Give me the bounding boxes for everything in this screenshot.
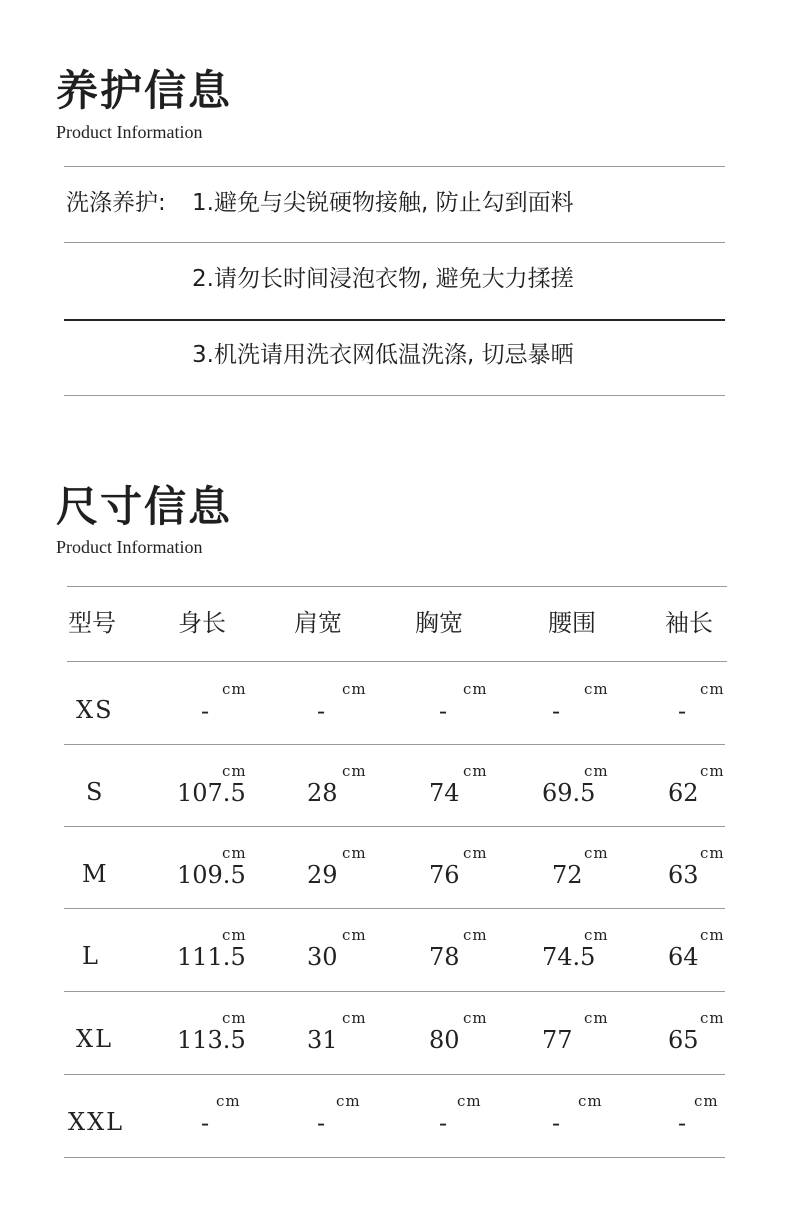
- shoulder-value: 28: [307, 779, 338, 807]
- unit-label: cm: [463, 844, 488, 862]
- chest-value: 74: [429, 779, 460, 807]
- chest-value: -: [439, 1109, 448, 1137]
- sleeve-value: 63: [668, 861, 699, 889]
- unit-label: cm: [463, 762, 488, 780]
- sleeve-value: 62: [668, 779, 699, 807]
- sleeve-value: 64: [668, 943, 699, 971]
- unit-label: cm: [584, 926, 609, 944]
- table-divider: [67, 661, 727, 662]
- unit-label: cm: [463, 926, 488, 944]
- unit-label: cm: [700, 926, 725, 944]
- unit-label: cm: [457, 1092, 482, 1110]
- size-title: 尺寸信息: [56, 482, 233, 531]
- waist-value: 69.5: [542, 779, 596, 807]
- header-cell: 型号: [68, 609, 116, 637]
- header-cell: 胸宽: [415, 609, 463, 637]
- table-divider: [64, 744, 725, 745]
- unit-label: cm: [700, 762, 725, 780]
- unit-label: cm: [222, 926, 247, 944]
- unit-label: cm: [222, 680, 247, 698]
- unit-label: cm: [584, 762, 609, 780]
- unit-label: cm: [342, 680, 367, 698]
- sleeve-value: -: [678, 1109, 687, 1137]
- waist-value: 77: [542, 1026, 573, 1054]
- divider: [64, 395, 725, 396]
- unit-label: cm: [342, 844, 367, 862]
- length-value: 111.5: [177, 943, 246, 971]
- chest-value: 80: [429, 1026, 460, 1054]
- unit-label: cm: [222, 762, 247, 780]
- header-cell: 肩宽: [294, 609, 342, 637]
- waist-value: -: [552, 697, 561, 725]
- sleeve-value: -: [678, 697, 687, 725]
- length-value: -: [201, 1109, 210, 1137]
- header-cell: 身长: [178, 609, 226, 637]
- length-value: 107.5: [177, 779, 246, 807]
- size-label: M: [82, 860, 109, 888]
- header-cell: 袖长: [665, 609, 713, 637]
- unit-label: cm: [694, 1092, 719, 1110]
- care-title: 养护信息: [56, 66, 233, 115]
- size-subtitle: Product Information: [56, 537, 203, 557]
- size-label: L: [82, 942, 100, 970]
- waist-value: 72: [552, 861, 583, 889]
- table-divider: [67, 586, 727, 587]
- unit-label: cm: [463, 1009, 488, 1027]
- unit-label: cm: [700, 1009, 725, 1027]
- shoulder-value: 29: [307, 861, 338, 889]
- length-value: 109.5: [177, 861, 246, 889]
- waist-value: -: [552, 1109, 561, 1137]
- unit-label: cm: [463, 680, 488, 698]
- length-value: -: [201, 697, 210, 725]
- table-divider: [64, 908, 725, 909]
- sleeve-value: 65: [668, 1026, 699, 1054]
- divider: [64, 242, 725, 243]
- care-item-3: 3.机洗请用洗衣网低温洗涤, 切忌暴晒: [192, 342, 574, 368]
- unit-label: cm: [222, 844, 247, 862]
- divider: [64, 319, 725, 321]
- table-divider: [64, 991, 725, 992]
- shoulder-value: 30: [307, 943, 338, 971]
- table-divider: [64, 826, 725, 827]
- shoulder-value: 31: [307, 1026, 338, 1054]
- unit-label: cm: [342, 762, 367, 780]
- chest-value: 78: [429, 943, 460, 971]
- table-divider: [64, 1074, 725, 1075]
- waist-value: 74.5: [542, 943, 596, 971]
- size-label: S: [86, 778, 105, 806]
- care-item-1: 1.避免与尖锐硬物接触, 防止勾到面料: [192, 190, 574, 216]
- unit-label: cm: [222, 1009, 247, 1027]
- unit-label: cm: [700, 680, 725, 698]
- unit-label: cm: [700, 844, 725, 862]
- chest-value: 76: [429, 861, 460, 889]
- unit-label: cm: [216, 1092, 241, 1110]
- unit-label: cm: [336, 1092, 361, 1110]
- care-label: 洗涤养护:: [66, 190, 166, 216]
- care-item-2: 2.请勿长时间浸泡衣物, 避免大力揉搓: [192, 266, 574, 292]
- size-label: XXL: [68, 1108, 125, 1136]
- table-divider: [64, 1157, 725, 1158]
- header-cell: 腰围: [548, 609, 596, 637]
- unit-label: cm: [584, 1009, 609, 1027]
- length-value: 113.5: [177, 1026, 246, 1054]
- divider: [64, 166, 725, 167]
- size-label: XS: [76, 696, 114, 724]
- shoulder-value: -: [317, 697, 326, 725]
- size-label: XL: [76, 1025, 114, 1053]
- unit-label: cm: [584, 680, 609, 698]
- chest-value: -: [439, 697, 448, 725]
- shoulder-value: -: [317, 1109, 326, 1137]
- unit-label: cm: [578, 1092, 603, 1110]
- care-subtitle: Product Information: [56, 122, 203, 142]
- unit-label: cm: [584, 844, 609, 862]
- unit-label: cm: [342, 926, 367, 944]
- unit-label: cm: [342, 1009, 367, 1027]
